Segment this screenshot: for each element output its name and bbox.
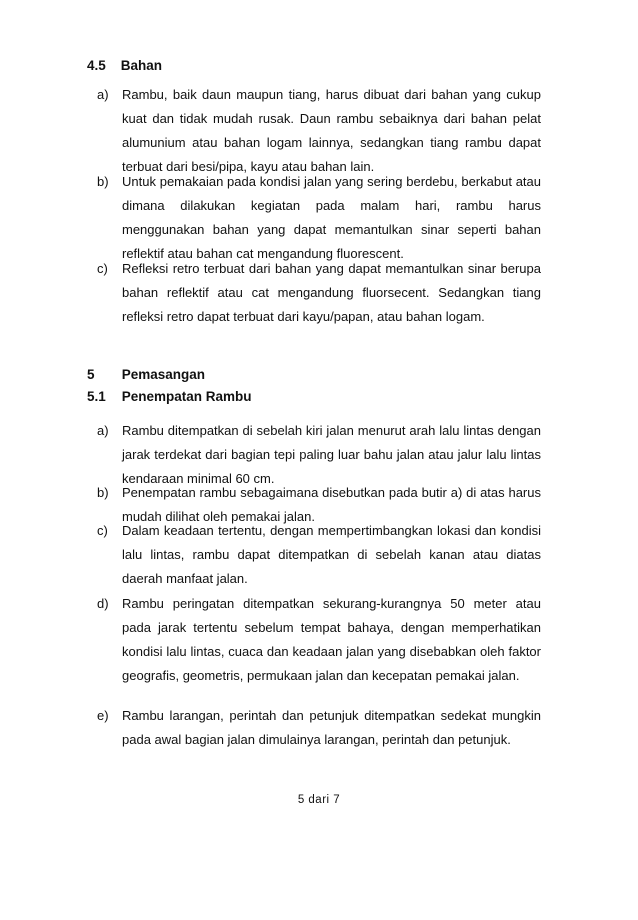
list-item <box>97 257 541 329</box>
list-marker: c) <box>97 523 108 538</box>
section-4-5-heading <box>87 57 162 75</box>
list-marker: d) <box>97 596 109 611</box>
list-item <box>97 83 541 179</box>
list-marker: b) <box>97 174 109 189</box>
section-title: Pemasangan <box>121 367 206 382</box>
section-number: 5.1 <box>87 389 106 404</box>
list-item-text: Rambu peringatan ditempatkan sekurang-kurangnya 50 meter atau pada jarak tertentu sebelum tempat bahaya, dengan memperhatikan kondisi lalu lintas, cuaca dan keadaan jalan yang disebabkan oleh faktor geografis, geometris, permukaan jalan dan kecepatan pemakai jalan. <box>122 596 541 683</box>
list-item-text: Penempatan rambu sebagaimana disebutkan pada butir a) di atas harus mudah dilihat oleh pemakai jalan. <box>122 485 541 524</box>
list-item-text: Dalam keadaan tertentu, dengan mempertimbangkan lokasi dan kondisi lalu lintas, rambu dapat ditempatkan di sebelah kanan atau diatas daerah manfaat jalan. <box>122 523 541 586</box>
list-marker: b) <box>97 485 109 500</box>
list-item-text: Rambu, baik daun maupun tiang, harus dibuat dari bahan yang cukup kuat dan tidak mudah rusak. Daun rambu sebaiknya dari bahan pelat alumunium atau bahan logam lainnya, sedangkan tiang rambu dapat terbuat dari besi/pipa, kayu atau bahan lain. <box>122 87 541 174</box>
section-number: 4.5 <box>87 58 106 73</box>
list-item <box>97 592 541 688</box>
section-number: 5 <box>87 367 95 382</box>
section-5-1-heading <box>87 388 252 406</box>
list-item <box>97 170 541 266</box>
list-item <box>97 519 541 591</box>
list-item-text: Untuk pemakaian pada kondisi jalan yang sering berdebu, berkabut atau dimana dilakukan kegiatan pada malam hari, rambu harus menggunakan bahan yang dapat memantulkan sinar seperti bahan reflektif atau bahan cat mengandung fluorescent. <box>122 174 541 261</box>
list-item <box>97 704 541 752</box>
list-item-text: Rambu larangan, perintah dan petunjuk ditempatkan sedekat mungkin pada awal bagian jalan dimulainya larangan, perintah dan petunjuk. <box>122 708 541 747</box>
list-marker: c) <box>97 261 108 276</box>
list-marker: a) <box>97 87 109 102</box>
section-title: Bahan <box>120 58 163 73</box>
page-number: 5 dari 7 <box>297 794 341 806</box>
section-5-heading <box>87 366 205 384</box>
list-marker: e) <box>97 708 109 723</box>
section-title: Penempatan Rambu <box>121 389 252 404</box>
list-item-text: Rambu ditempatkan di sebelah kiri jalan menurut arah lalu lintas dengan jarak terdekat dari bagian tepi paling luar bahu jalan atau jalur lalu lintas kendaraan minimal 60 cm. <box>122 423 541 486</box>
list-item-text: Refleksi retro terbuat dari bahan yang dapat memantulkan sinar berupa bahan reflektif atau cat mengandung fluorsecent. Sedangkan tiang refleksi retro dapat terbuat dari kayu/papan, atau bahan logam. <box>122 261 541 324</box>
list-marker: a) <box>97 423 109 438</box>
